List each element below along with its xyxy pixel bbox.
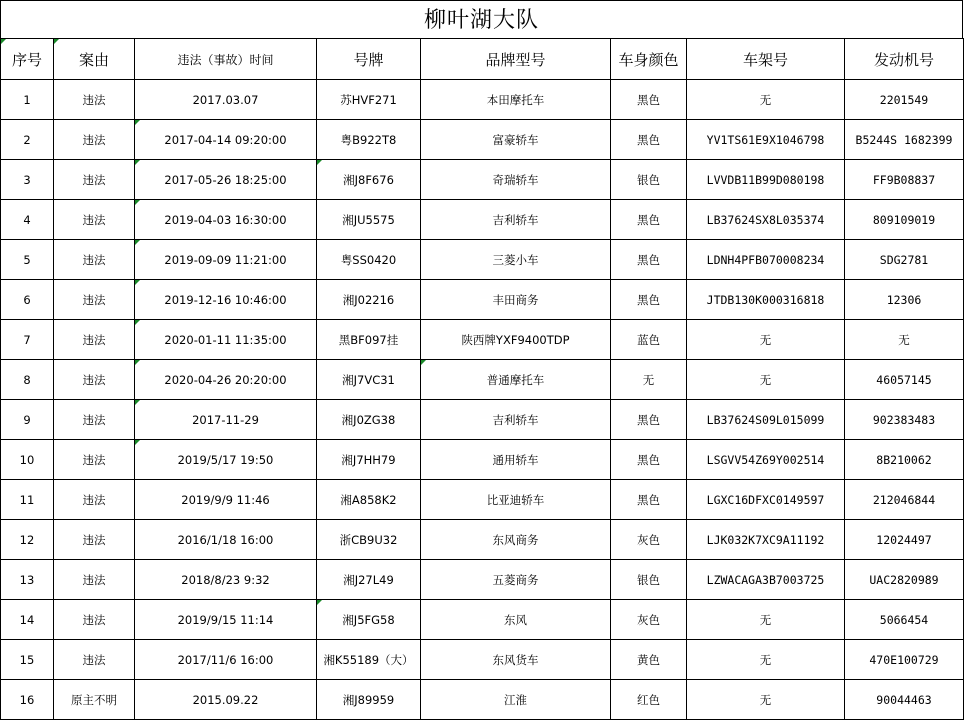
cell-color[interactable]: 红色 <box>611 680 687 720</box>
cell-time[interactable]: 2020-04-26 20:20:00 <box>135 360 317 400</box>
cell-cause[interactable]: 违法 <box>54 80 135 120</box>
cell-time[interactable]: 2019-04-03 16:30:00 <box>135 200 317 240</box>
cell-cause[interactable]: 违法 <box>54 400 135 440</box>
cell-model[interactable]: 五菱商务 <box>421 560 611 600</box>
table-row <box>1 560 964 600</box>
table-row <box>1 160 964 200</box>
sheet-title: 柳叶湖大队 <box>0 0 963 38</box>
table-row <box>1 120 964 160</box>
cell-color[interactable]: 银色 <box>611 560 687 600</box>
cell-plate[interactable]: 湘J7HH79 <box>317 440 421 480</box>
cell-model[interactable]: 通用轿车 <box>421 440 611 480</box>
cell-time[interactable]: 2017.03.07 <box>135 80 317 120</box>
table-row <box>1 520 964 560</box>
cell-seq[interactable]: 13 <box>1 560 54 600</box>
cell-color[interactable]: 黑色 <box>611 240 687 280</box>
cell-color[interactable]: 黄色 <box>611 640 687 680</box>
cell-cause[interactable]: 违法 <box>54 320 135 360</box>
cell-color[interactable]: 黑色 <box>611 120 687 160</box>
cell-model[interactable]: 东风 <box>421 600 611 640</box>
cell-cause[interactable]: 违法 <box>54 520 135 560</box>
table-row <box>1 200 964 240</box>
cell-time[interactable]: 2015.09.22 <box>135 680 317 720</box>
cell-time[interactable]: 2019/5/17 19:50 <box>135 440 317 480</box>
cell-color[interactable]: 银色 <box>611 160 687 200</box>
cell-plate[interactable]: 湘J89959 <box>317 680 421 720</box>
cell-seq[interactable]: 10 <box>1 440 54 480</box>
cell-model[interactable]: 比亚迪轿车 <box>421 480 611 520</box>
header-model[interactable]: 品牌型号 <box>421 39 611 80</box>
cell-engine[interactable]: SDG2781 <box>845 240 964 280</box>
cell-engine[interactable]: 90044463 <box>845 680 964 720</box>
cell-time[interactable]: 2018/8/23 9:32 <box>135 560 317 600</box>
cell-engine[interactable]: B5244S 1682399 <box>845 120 964 160</box>
cell-engine[interactable]: 5066454 <box>845 600 964 640</box>
cell-model[interactable]: 吉利轿车 <box>421 200 611 240</box>
cell-vin[interactable]: LJK032K7XC9A11192 <box>687 520 845 560</box>
cell-engine[interactable]: 212046844 <box>845 480 964 520</box>
table-body <box>1 80 964 720</box>
table-row <box>1 680 964 720</box>
cell-color[interactable]: 黑色 <box>611 200 687 240</box>
cell-time[interactable]: 2019-12-16 10:46:00 <box>135 280 317 320</box>
cell-seq[interactable]: 14 <box>1 600 54 640</box>
cell-model[interactable]: 富豪轿车 <box>421 120 611 160</box>
table-row <box>1 80 964 120</box>
table-row <box>1 400 964 440</box>
cell-engine[interactable]: 809109019 <box>845 200 964 240</box>
cell-color[interactable]: 蓝色 <box>611 320 687 360</box>
cell-vin[interactable]: 无 <box>687 320 845 360</box>
cell-model[interactable]: 东风货车 <box>421 640 611 680</box>
cell-engine[interactable]: 2201549 <box>845 80 964 120</box>
cell-time[interactable]: 2017/11/6 16:00 <box>135 640 317 680</box>
header-color[interactable]: 车身颜色 <box>611 39 687 80</box>
cell-plate[interactable]: 湘J5FG58 <box>317 600 421 640</box>
header-vin[interactable]: 车架号 <box>687 39 845 80</box>
header-row <box>1 39 964 80</box>
cell-plate[interactable]: 浙CB9U32 <box>317 520 421 560</box>
cell-time[interactable]: 2019-09-09 11:21:00 <box>135 240 317 280</box>
cell-plate[interactable]: 湘K55189（大） <box>317 640 421 680</box>
cell-seq[interactable]: 7 <box>1 320 54 360</box>
cell-cause[interactable]: 违法 <box>54 200 135 240</box>
cell-model[interactable]: 丰田商务 <box>421 280 611 320</box>
cell-seq[interactable]: 4 <box>1 200 54 240</box>
cell-engine[interactable]: 8B210062 <box>845 440 964 480</box>
cell-color[interactable]: 黑色 <box>611 480 687 520</box>
cell-seq[interactable]: 9 <box>1 400 54 440</box>
cell-model[interactable]: 陕西牌YXF9400TDP <box>421 320 611 360</box>
cell-cause[interactable]: 违法 <box>54 560 135 600</box>
cell-seq[interactable]: 15 <box>1 640 54 680</box>
cell-vin[interactable]: 无 <box>687 680 845 720</box>
table-row <box>1 240 964 280</box>
table-row <box>1 640 964 680</box>
cell-engine[interactable]: 902383483 <box>845 400 964 440</box>
cell-time[interactable]: 2019/9/9 11:46 <box>135 480 317 520</box>
cell-plate[interactable]: 湘J0ZG38 <box>317 400 421 440</box>
cell-engine[interactable]: UAC2820989 <box>845 560 964 600</box>
header-engine[interactable]: 发动机号 <box>845 39 964 80</box>
table-row <box>1 600 964 640</box>
cell-cause[interactable]: 违法 <box>54 240 135 280</box>
cell-plate[interactable]: 苏HVF271 <box>317 80 421 120</box>
cell-time[interactable]: 2016/1/18 16:00 <box>135 520 317 560</box>
cell-model[interactable]: 本田摩托车 <box>421 80 611 120</box>
table-row <box>1 480 964 520</box>
cell-seq[interactable]: 12 <box>1 520 54 560</box>
cell-vin[interactable]: LZWACAGA3B7003725 <box>687 560 845 600</box>
cell-engine[interactable]: 12306 <box>845 280 964 320</box>
table-row <box>1 320 964 360</box>
cell-color[interactable]: 灰色 <box>611 520 687 560</box>
cell-engine[interactable]: 46057145 <box>845 360 964 400</box>
cell-seq[interactable]: 8 <box>1 360 54 400</box>
vehicle-table <box>0 38 964 720</box>
cell-model[interactable]: 三菱小车 <box>421 240 611 280</box>
cell-engine[interactable]: 470E100729 <box>845 640 964 680</box>
cell-seq[interactable]: 3 <box>1 160 54 200</box>
header-cause[interactable]: 案由 <box>54 39 135 80</box>
cell-vin[interactable]: LVVDB11B99D080198 <box>687 160 845 200</box>
cell-vin[interactable]: 无 <box>687 80 845 120</box>
cell-model[interactable]: 东风商务 <box>421 520 611 560</box>
cell-cause[interactable]: 原主不明 <box>54 680 135 720</box>
cell-plate[interactable]: 湘JU5575 <box>317 200 421 240</box>
cell-plate[interactable]: 粤B922T8 <box>317 120 421 160</box>
cell-cause[interactable]: 违法 <box>54 280 135 320</box>
cell-seq[interactable]: 6 <box>1 280 54 320</box>
cell-engine[interactable]: 12024497 <box>845 520 964 560</box>
table-row <box>1 280 964 320</box>
cell-color[interactable]: 无 <box>611 360 687 400</box>
cell-seq[interactable]: 16 <box>1 680 54 720</box>
cell-engine[interactable]: 无 <box>845 320 964 360</box>
cell-color[interactable]: 黑色 <box>611 80 687 120</box>
cell-plate[interactable]: 湘J8F676 <box>317 160 421 200</box>
cell-seq[interactable]: 2 <box>1 120 54 160</box>
cell-plate[interactable]: 湘J02216 <box>317 280 421 320</box>
cell-vin[interactable]: LSGVV54Z69Y002514 <box>687 440 845 480</box>
table-row <box>1 360 964 400</box>
cell-vin[interactable]: LDNH4PFB070008234 <box>687 240 845 280</box>
header-seq[interactable]: 序号 <box>1 39 54 80</box>
cell-vin[interactable]: JTDB130K000316818 <box>687 280 845 320</box>
cell-model[interactable]: 普通摩托车 <box>421 360 611 400</box>
cell-vin[interactable]: 无 <box>687 600 845 640</box>
cell-model[interactable]: 江淮 <box>421 680 611 720</box>
cell-color[interactable]: 黑色 <box>611 440 687 480</box>
cell-plate[interactable]: 黑BF097挂 <box>317 320 421 360</box>
cell-plate[interactable]: 湘J7VC31 <box>317 360 421 400</box>
header-time[interactable]: 违法（事故）时间 <box>135 39 317 80</box>
cell-time[interactable]: 2019/9/15 11:14 <box>135 600 317 640</box>
cell-engine[interactable]: FF9B08837 <box>845 160 964 200</box>
header-plate[interactable]: 号牌 <box>317 39 421 80</box>
cell-cause[interactable]: 违法 <box>54 440 135 480</box>
cell-time[interactable]: 2020-01-11 11:35:00 <box>135 320 317 360</box>
cell-plate[interactable]: 湘J27L49 <box>317 560 421 600</box>
cell-seq[interactable]: 5 <box>1 240 54 280</box>
table-row <box>1 440 964 480</box>
cell-cause[interactable]: 违法 <box>54 600 135 640</box>
cell-seq[interactable]: 11 <box>1 480 54 520</box>
cell-color[interactable]: 灰色 <box>611 600 687 640</box>
cell-vin[interactable]: LB37624S09L015099 <box>687 400 845 440</box>
cell-vin[interactable]: YV1TS61E9X1046798 <box>687 120 845 160</box>
cell-cause[interactable]: 违法 <box>54 120 135 160</box>
cell-cause[interactable]: 违法 <box>54 480 135 520</box>
cell-color[interactable]: 黑色 <box>611 280 687 320</box>
cell-cause[interactable]: 违法 <box>54 640 135 680</box>
cell-color[interactable]: 黑色 <box>611 400 687 440</box>
cell-vin[interactable]: LGXC16DFXC0149597 <box>687 480 845 520</box>
cell-vin[interactable]: LB37624SX8L035374 <box>687 200 845 240</box>
cell-seq[interactable]: 1 <box>1 80 54 120</box>
cell-vin[interactable]: 无 <box>687 640 845 680</box>
cell-model[interactable]: 吉利轿车 <box>421 400 611 440</box>
cell-plate[interactable]: 湘A858K2 <box>317 480 421 520</box>
cell-model[interactable]: 奇瑞轿车 <box>421 160 611 200</box>
cell-time[interactable]: 2017-04-14 09:20:00 <box>135 120 317 160</box>
cell-cause[interactable]: 违法 <box>54 360 135 400</box>
cell-vin[interactable]: 无 <box>687 360 845 400</box>
cell-plate[interactable]: 粤SS0420 <box>317 240 421 280</box>
cell-cause[interactable]: 违法 <box>54 160 135 200</box>
cell-time[interactable]: 2017-11-29 <box>135 400 317 440</box>
cell-time[interactable]: 2017-05-26 18:25:00 <box>135 160 317 200</box>
